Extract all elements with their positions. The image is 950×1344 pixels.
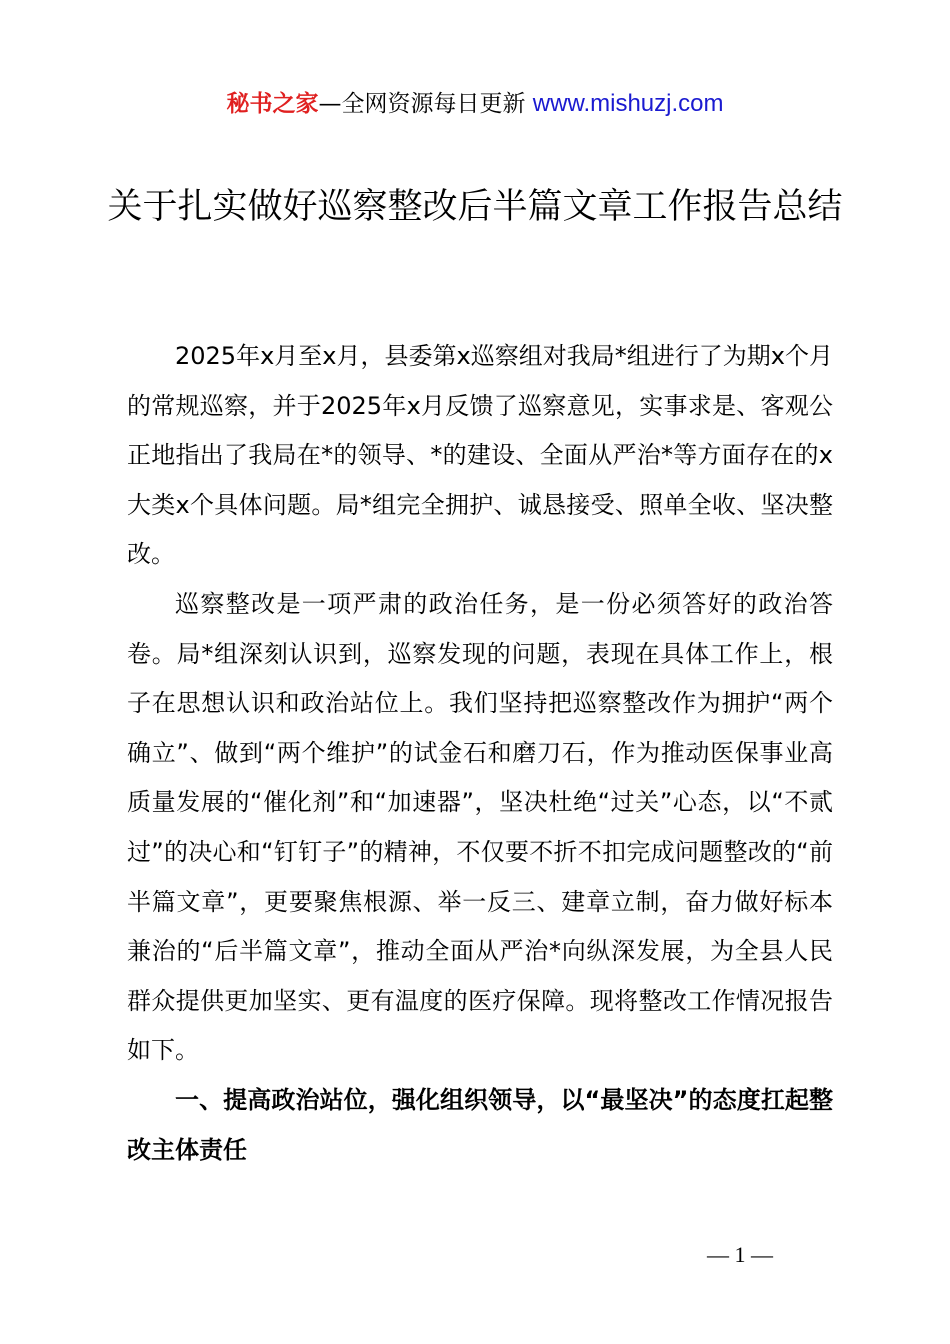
page-number: — 1 — bbox=[707, 1242, 773, 1267]
document-title: 关于扎实做好巡察整改后半篇文章工作报告总结 bbox=[107, 187, 843, 227]
body-paragraph-1: 2025年x月至x月，县委第x巡察组对我局*组进行了为期x个月的常规巡察，并于2025年x月反馈了巡察意见，实事求是、客观公正地指出了我局在*的领导、*的建设、全面从严治*等方面存在的x大类x个具体问题。局*组完全拥护、诚恳接受、照单全收、坚决整改。 bbox=[127, 342, 833, 569]
site-banner bbox=[0, 86, 950, 122]
brand-name: 秘书之家 bbox=[226, 91, 319, 117]
site-url-link[interactable]: www.mishuzj.com bbox=[532, 90, 724, 117]
banner-tagline: —全网资源每日更新 bbox=[318, 91, 533, 117]
section-heading-1: 一、提高政治站位，强化组织领导，以“最坚决”的态度扛起整改主体责任 bbox=[127, 1085, 833, 1164]
document-body bbox=[127, 332, 833, 1175]
body-paragraph-2: 巡察整改是一项严肃的政治任务，是一份必须答好的政治答卷。局*组深刻认识到，巡察发现的问题，表现在具体工作上，根子在思想认识和政治站位上。我们坚持把巡察整改作为拥护“两个确立”、做到“两个维护”的试金石和磨刀石，作为推动医保事业高质量发展的“催化剂”和“加速器”，坚决杜绝“过关”心态，以“不贰过”的决心和“钉钉子”的精神，不仅要不折不扣完成问题整改的“前半篇文章”，更要聚焦根源、举一反三、建章立制，奋力做好标本兼治的“后半篇文章”，推动全面从严治*向纵深发展，为全县人民群众提供更加坚实、更有温度的医疗保障。现将整改工作情况报告如下。 bbox=[127, 589, 833, 1065]
